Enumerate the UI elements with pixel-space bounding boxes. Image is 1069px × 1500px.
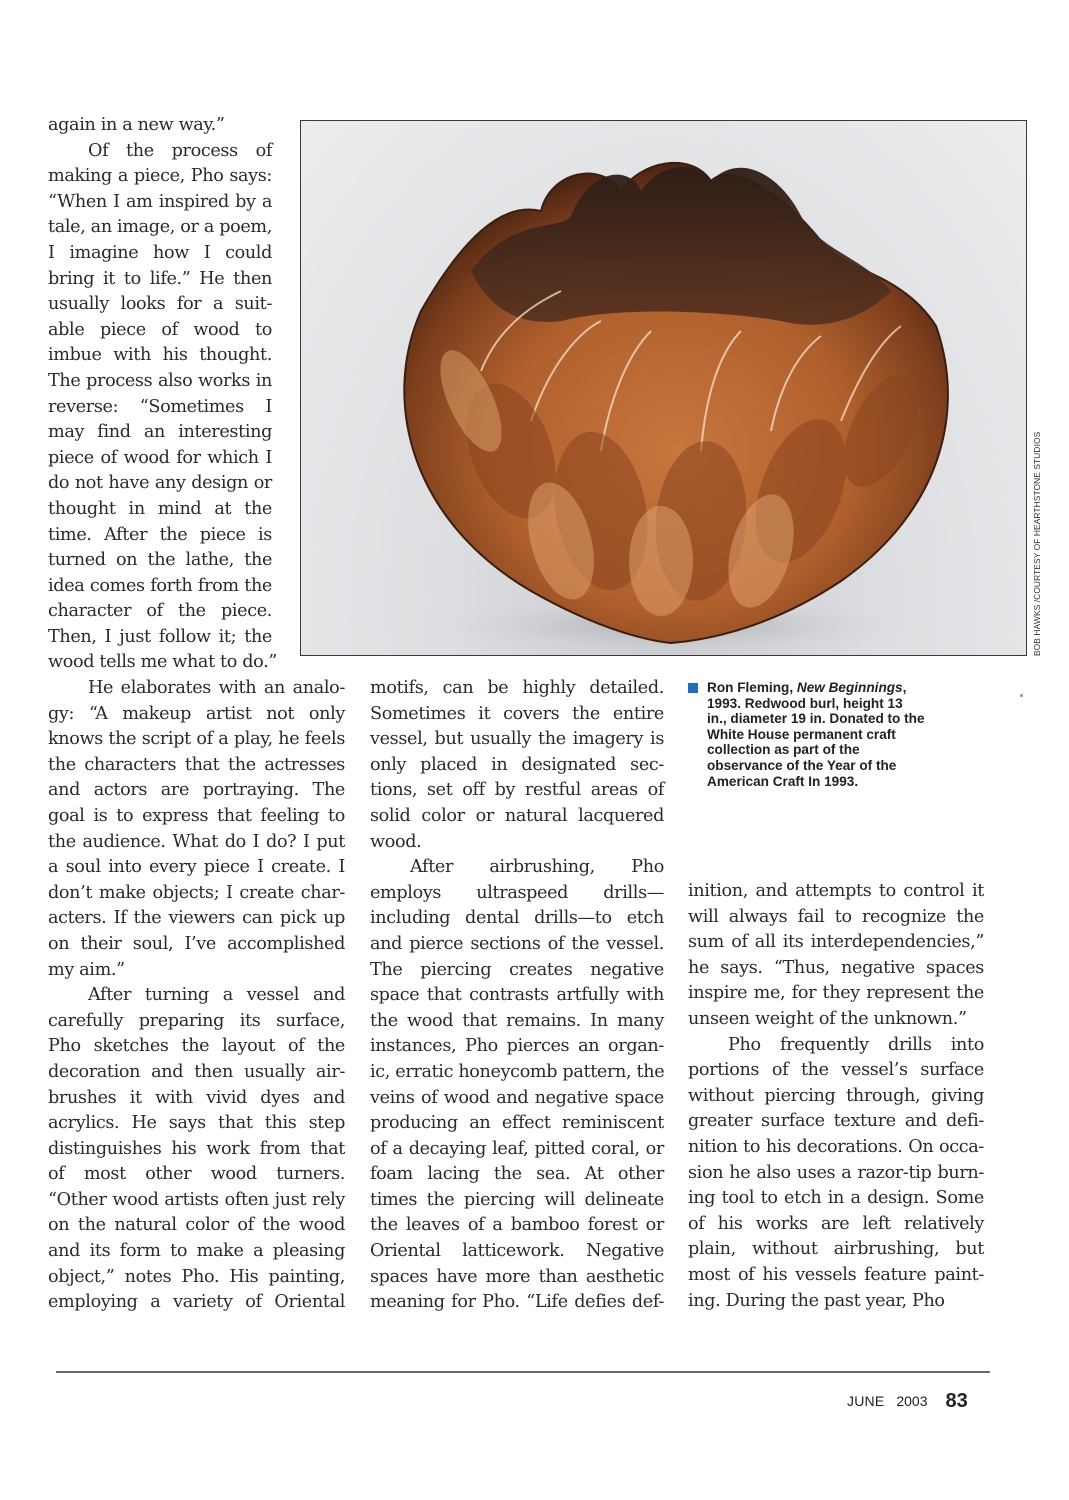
text-line: brushes it with vivid dyes and [48, 1087, 345, 1108]
text-line: only placed in designated sec- [370, 754, 664, 775]
text-line: turned on the lathe, the [48, 550, 272, 571]
text-line: The piercing creates negative [370, 959, 664, 980]
text-line: times the piercing will delineate [370, 1189, 664, 1210]
text-line: acrylics. He says that this step [48, 1113, 345, 1134]
text-line: greater surface texture and defi- [688, 1111, 984, 1132]
text-line: ing. During the past year, Pho [688, 1290, 945, 1311]
carved-wood-vessel-image [301, 121, 1027, 656]
caption-title-line: Ron Fleming, New Beginnings, [707, 680, 907, 695]
text-line: and actors are portraying. The [48, 780, 345, 801]
photo-credit: BOB HAWKS /COURTESY OF HEARTHSTONE STUDIOS [1032, 431, 1042, 656]
text-line: and pierce sections of the vessel. [370, 933, 664, 954]
text-line: Of the process of [88, 140, 272, 161]
text-line: acters. If the viewers can pick up [48, 908, 345, 929]
text-line: inition, and attempts to control it [688, 881, 984, 901]
caption-bullet-icon [688, 683, 698, 693]
text-line: may find an interesting [48, 422, 272, 443]
text-line: wood. [370, 831, 422, 852]
text-line: my aim.” [48, 959, 125, 980]
text-line: He elaborates with an analo- [88, 678, 345, 698]
text-line: a soul into every piece I create. I [48, 857, 345, 878]
text-line: employing a variety of Oriental [48, 1292, 345, 1313]
footer-rule [56, 1371, 990, 1373]
text-line: “Other wood artists often just rely [48, 1189, 345, 1210]
article-column-2 [370, 676, 664, 1316]
text-line: tions, set off by restful areas of [370, 780, 664, 801]
caption-line: collection as part of the [707, 742, 860, 758]
text-line: Pho frequently drills into [728, 1034, 984, 1055]
text-line: will always fail to recognize the [688, 906, 984, 927]
footer-month: JUNE [847, 1393, 885, 1409]
text-line: making a piece, Pho says: [48, 166, 272, 187]
text-line: sum of all its interdependencies,” [688, 932, 984, 953]
text-line: of a decaying leaf, pitted coral, or [370, 1138, 664, 1159]
text-line: without piercing through, giving [688, 1085, 984, 1106]
text-line: and its form to make a pleasing [48, 1241, 345, 1262]
text-line: ing tool to etch in a design. Some [688, 1188, 984, 1209]
text-line: producing an effect reminiscent [370, 1113, 664, 1134]
text-line: thought in mind at the [48, 498, 272, 519]
caption-line: White House permanent craft [707, 726, 896, 742]
text-line: veins of wood and negative space [370, 1087, 664, 1108]
article-column-1-bottom [48, 676, 345, 1316]
text-line: distinguishes his work from that [48, 1138, 345, 1159]
text-line: Pho sketches the layout of the [48, 1036, 345, 1057]
text-line: After airbrushing, Pho [410, 857, 664, 878]
text-line: of his works are left relatively [688, 1213, 984, 1234]
text-line: knows the script of a play, he feels [48, 729, 345, 750]
text-line: he says. “Thus, negative spaces [688, 957, 984, 978]
text-line: space that contrasts artfully with [370, 985, 664, 1006]
text-line: the leaves of a bamboo forest or [370, 1215, 664, 1236]
text-line: goal is to express that feeling to [48, 805, 345, 826]
page-number: 83 [945, 1390, 968, 1412]
text-line: on their soul, I’ve accomplished [48, 933, 345, 954]
text-line: sion he also uses a razor-tip burn- [688, 1162, 984, 1183]
caption-line: American Craft In 1993. [707, 773, 859, 789]
text-line: Then, I just follow it; the [48, 626, 272, 647]
caption-line: in., diameter 19 in. Donated to the [707, 711, 925, 727]
text-line: gy: “A makeup artist not only [48, 703, 345, 724]
text-line: bring it to life.” He then [48, 268, 272, 289]
text-line: idea comes forth from the [48, 575, 272, 596]
text-line: I imagine how I could [48, 242, 272, 263]
caption-line: observance of the Year of the [707, 757, 897, 773]
text-line: plain, without airbrushing, but [688, 1239, 984, 1260]
text-line: unseen weight of the unknown.” [688, 1008, 967, 1029]
text-line: don’t make objects; I create char- [48, 882, 345, 903]
text-line: The process also works in [48, 370, 272, 391]
text-line: on the natural color of the wood [48, 1215, 345, 1236]
text-line: carefully preparing its surface, [48, 1010, 345, 1031]
text-line: piece of wood for which I [48, 447, 272, 468]
text-line: spaces have more than aesthetic [370, 1266, 664, 1287]
text-line: usually looks for a suit- [48, 294, 272, 315]
text-line: wood tells me what to do.” [48, 652, 277, 673]
text-line: do not have any design or [48, 473, 272, 494]
text-line: tale, an image, or a poem, [48, 217, 272, 238]
caption-work-title: New Beginnings [796, 680, 903, 695]
footer-year: 2003 [896, 1393, 928, 1409]
text-line: ic, erratic honeycomb pattern, the [370, 1061, 665, 1082]
text-line: portions of the vessel’s surface [688, 1060, 984, 1081]
text-line: including dental drills—to etch [370, 908, 664, 929]
text-line: decoration and then usually air- [48, 1061, 345, 1082]
text-line: again in a new way.” [48, 115, 225, 135]
text-line: Oriental latticework. Negative [370, 1241, 664, 1262]
text-line: nition to his decorations. On occa- [688, 1136, 984, 1157]
page-footer [847, 1389, 968, 1412]
text-line: of most other wood turners. [48, 1164, 345, 1185]
caption-line: 1993. Redwood burl, height 13 [707, 695, 903, 711]
text-line: meaning for Pho. “Life defies def- [370, 1292, 664, 1313]
text-line: solid color or natural lacquered [370, 805, 664, 826]
text-line: reverse: “Sometimes I [48, 396, 272, 417]
text-line: instances, Pho pierces an organ- [370, 1036, 664, 1057]
article-column-3 [688, 879, 984, 1314]
photo-caption [688, 680, 998, 789]
article-column-1-top [48, 113, 277, 676]
text-line: the audience. What do I do? I put [48, 831, 345, 852]
text-line: “When I am inspired by a [48, 191, 272, 212]
text-line: time. After the piece is [48, 524, 272, 545]
text-line: object,” notes Pho. His painting, [48, 1266, 345, 1287]
print-speck [1020, 694, 1023, 697]
text-line: the wood that remains. In many [370, 1010, 664, 1031]
text-line: employs ultraspeed drills— [370, 882, 664, 903]
text-line: character of the piece. [48, 601, 272, 622]
text-line: After turning a vessel and [88, 985, 345, 1006]
text-line: most of his vessels feature paint- [688, 1264, 984, 1285]
text-line: foam lacing the sea. At other [370, 1164, 664, 1185]
text-line: motifs, can be highly detailed. [370, 678, 664, 698]
text-line: the characters that the actresses [48, 754, 345, 775]
text-line: vessel, but usually the imagery is [370, 729, 664, 750]
text-line: able piece of wood to [48, 319, 272, 340]
text-line: Sometimes it covers the entire [370, 703, 664, 724]
caption-artist: Ron Fleming, [707, 680, 797, 695]
text-line: inspire me, for they represent the [688, 983, 984, 1004]
text-line: imbue with his thought. [48, 345, 272, 366]
vessel-photo [300, 120, 1027, 656]
